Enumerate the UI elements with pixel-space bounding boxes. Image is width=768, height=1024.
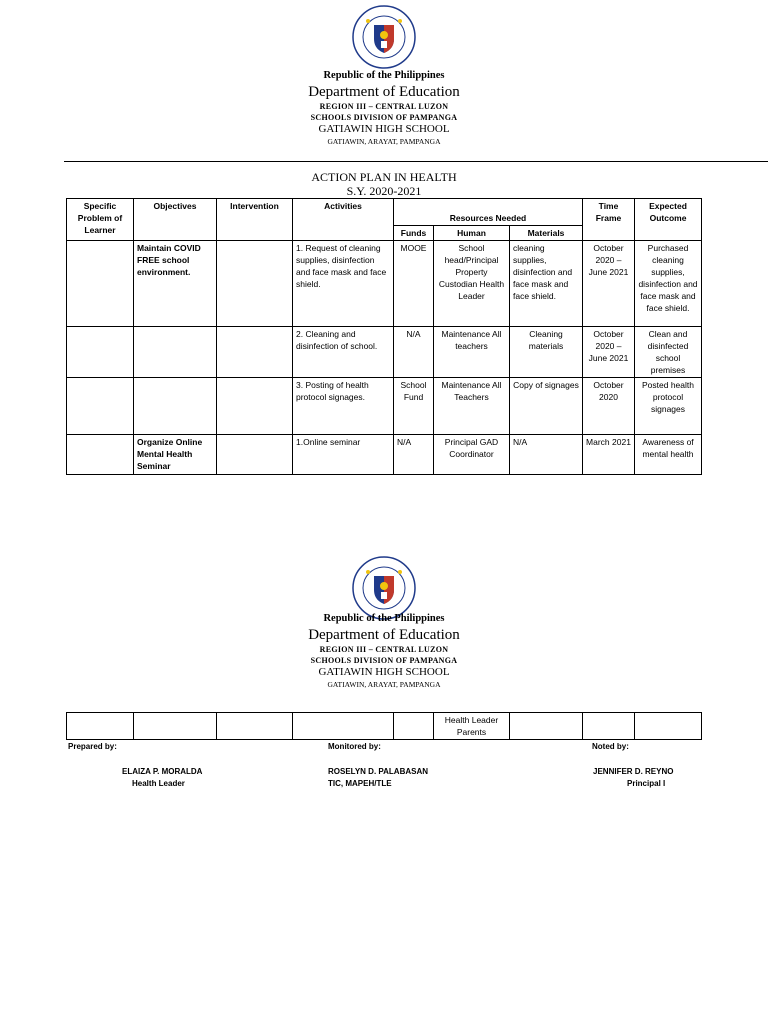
region-text: REGION III – CENTRAL LUZON (319, 645, 449, 654)
cell-human: Maintenance All teachers (434, 327, 510, 378)
table-header-row (67, 199, 702, 226)
header-intervention: Intervention (217, 199, 293, 241)
department-text: Department of Education (308, 627, 460, 643)
school-name: GATIAWIN HIGH SCHOOL (318, 123, 450, 135)
prepared-by-label: Prepared by: (68, 742, 117, 751)
cell-funds: N/A (394, 435, 434, 475)
cell-time-frame: October 2020 (583, 378, 635, 435)
cell-funds: School Fund (394, 378, 434, 435)
division-text: SCHOOLS DIVISION OF PAMPANGA (310, 113, 458, 122)
cell-human: Health Leader Parents (434, 713, 510, 740)
cell-objectives (134, 378, 217, 435)
cell-materials: cleaning supplies, disinfection and face mask and face shield. (510, 241, 583, 327)
republic-text: Republic of the Philippines (323, 613, 445, 624)
division-text: SCHOOLS DIVISION OF PAMPANGA (310, 656, 458, 665)
header-resources: Resources Needed (394, 199, 583, 226)
cell-activities (293, 713, 394, 740)
cell-materials: N/A (510, 435, 583, 475)
cell-intervention (217, 378, 293, 435)
cell-objectives: Organize Online Mental Health Seminar (134, 435, 217, 475)
cell-problem (67, 241, 134, 327)
cell-activities: 1. Request of cleaning supplies, disinfection and face mask and face shield. (293, 241, 394, 327)
cell-objectives: Maintain COVID FREE school environment. (134, 241, 217, 327)
republic-text: Republic of the Philippines (323, 70, 445, 81)
continuation-table (66, 712, 702, 740)
header-objectives: Objectives (134, 199, 217, 241)
cell-intervention (217, 435, 293, 475)
table-row (67, 378, 702, 435)
cell-problem (67, 378, 134, 435)
school-address: GATIAWIN, ARAYAT, PAMPANGA (327, 137, 441, 146)
deped-seal (352, 556, 416, 620)
cell-outcome: Awareness of mental health (635, 435, 702, 475)
cell-problem (67, 713, 134, 740)
cell-time-frame (583, 713, 635, 740)
cell-intervention (217, 713, 293, 740)
header-funds: Funds (394, 226, 434, 241)
header-divider (64, 161, 768, 162)
cell-activities: 3. Posting of health protocol signages. (293, 378, 394, 435)
cell-funds: MOOE (394, 241, 434, 327)
monitored-by-label: Monitored by: (328, 742, 381, 751)
cell-funds (394, 713, 434, 740)
school-address: GATIAWIN, ARAYAT, PAMPANGA (327, 680, 441, 689)
table-row (67, 241, 702, 327)
cell-human: School head/Principal Property Custodian Health Leader (434, 241, 510, 327)
header-human: Human (434, 226, 510, 241)
cell-outcome: Clean and disinfected school premises (635, 327, 702, 378)
prepared-by-name: ELAIZA P. MORALDA (122, 767, 203, 776)
cell-activities: 1.Online seminar (293, 435, 394, 475)
header-materials: Materials (510, 226, 583, 241)
cell-objectives (134, 327, 217, 378)
deped-seal (352, 5, 416, 69)
department-text: Department of Education (308, 84, 460, 100)
cell-materials: Copy of signages (510, 378, 583, 435)
header-problem: Specific Problem of Learner (67, 199, 134, 241)
cell-materials: Cleaning materials (510, 327, 583, 378)
cell-human: Maintenance All Teachers (434, 378, 510, 435)
table-row (67, 327, 702, 378)
noted-by-label: Noted by: (592, 742, 629, 751)
header-time-frame: Time Frame (583, 199, 635, 241)
cell-objectives (134, 713, 217, 740)
monitored-by-title: TIC, MAPEH/TLE (328, 779, 392, 788)
table-row (67, 713, 702, 740)
cell-time-frame: March 2021 (583, 435, 635, 475)
noted-by-title: Principal I (627, 779, 666, 788)
cell-intervention (217, 327, 293, 378)
cell-materials (510, 713, 583, 740)
cell-human: Principal GAD Coordinator (434, 435, 510, 475)
monitored-by-name: ROSELYN D. PALABASAN (328, 767, 429, 776)
document-title: ACTION PLAN IN HEALTH (311, 170, 457, 184)
prepared-by-title: Health Leader (132, 779, 185, 788)
cell-outcome: Purchased cleaning supplies, disinfection and face mask and face shield. (635, 241, 702, 327)
cell-intervention (217, 241, 293, 327)
school-year: S.Y. 2020-2021 (346, 184, 422, 198)
cell-time-frame: October 2020 – June 2021 (583, 327, 635, 378)
cell-activities: 2. Cleaning and disinfection of school. (293, 327, 394, 378)
table-row (67, 435, 702, 475)
region-text: REGION III – CENTRAL LUZON (319, 102, 449, 111)
action-plan-table (66, 198, 702, 475)
cell-time-frame: October 2020 – June 2021 (583, 241, 635, 327)
cell-problem (67, 327, 134, 378)
cell-outcome (635, 713, 702, 740)
noted-by-name: JENNIFER D. REYNO (593, 767, 674, 776)
cell-funds: N/A (394, 327, 434, 378)
header-expected-outcome: Expected Outcome (635, 199, 702, 241)
school-name: GATIAWIN HIGH SCHOOL (318, 666, 450, 678)
cell-problem (67, 435, 134, 475)
cell-outcome: Posted health protocol signages (635, 378, 702, 435)
header-activities: Activities (293, 199, 394, 241)
